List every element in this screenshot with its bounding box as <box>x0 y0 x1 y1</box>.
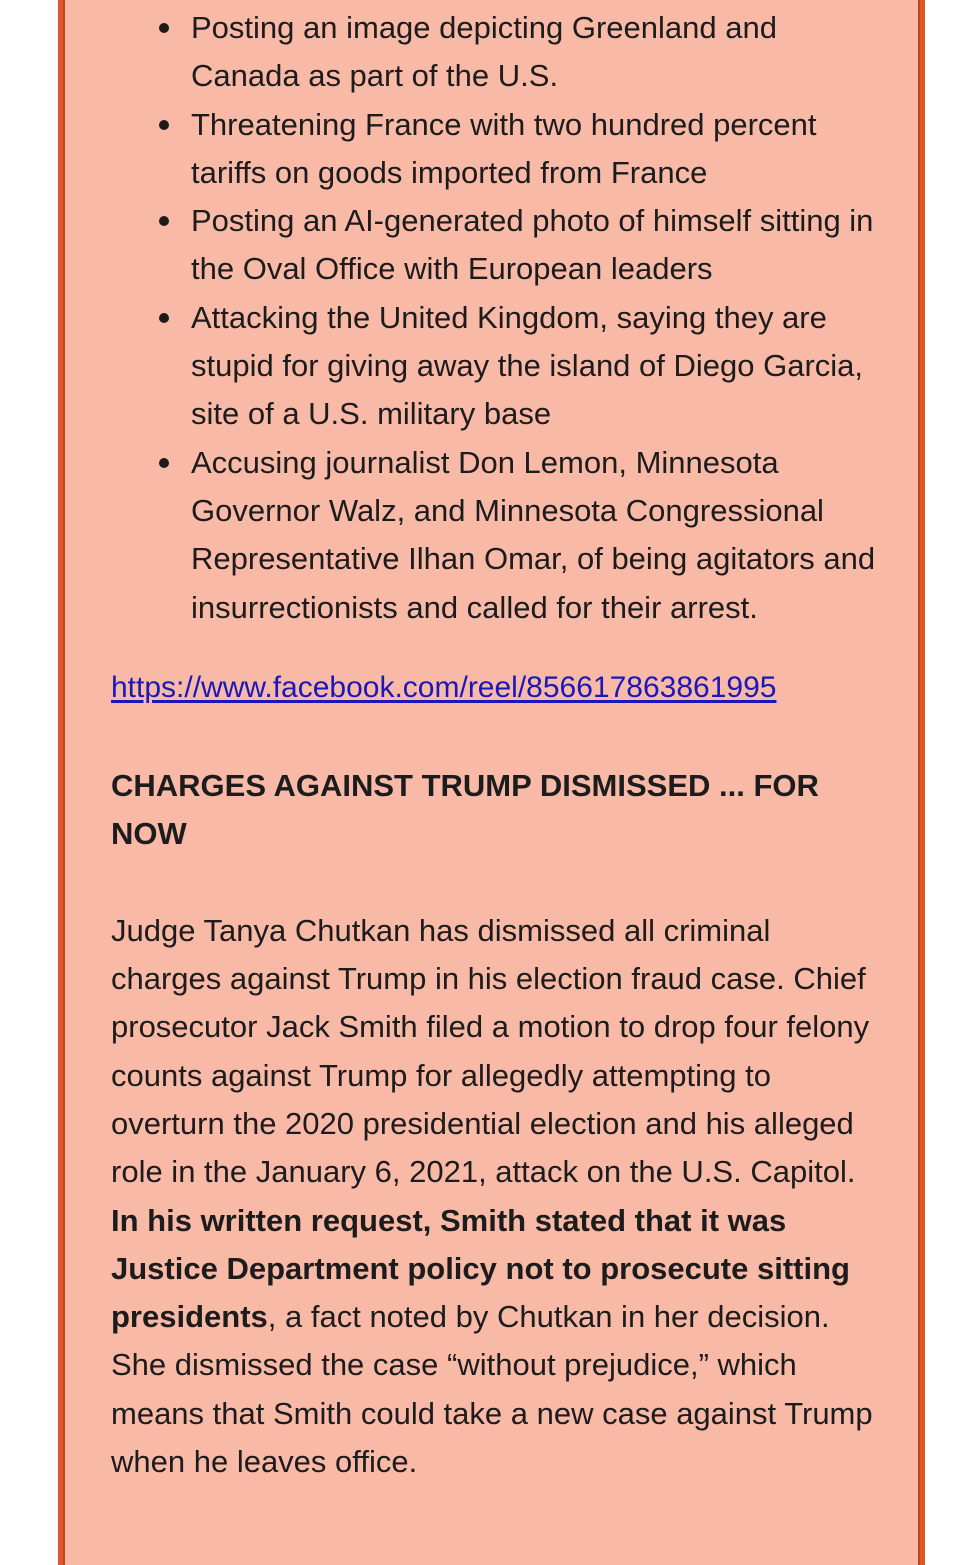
list-item <box>191 197 881 294</box>
list-item-text: Threatening France with two hundred percent tariffs on goods imported from France <box>191 106 817 190</box>
paragraph-text-part2: , a fact noted by Chutkan in her decision. She dismissed the case “without prejudice,” which means that Smith could take a new case against Trump when he leaves office. <box>111 1299 873 1480</box>
bullet-icon <box>159 216 169 226</box>
list-item-text: Accusing journalist Don Lemon, Minnesota Governor Walz, and Minnesota Congressional Representative Ilhan Omar, of being agitators and insurrectionists and called for their arrest. <box>191 444 876 625</box>
list-item <box>191 439 881 632</box>
paragraph-bold-text: In his written request, Smith stated that it was Justice Department policy not to prosecute sitting presidents <box>111 1202 850 1335</box>
list-item <box>191 101 881 198</box>
bullet-icon <box>159 313 169 323</box>
section-paragraph <box>111 907 881 1487</box>
list-item-text: Posting an image depicting Greenland and Canada as part of the U.S. <box>191 10 777 94</box>
list-item <box>191 4 881 101</box>
bullet-icon <box>159 120 169 130</box>
bullet-list <box>111 0 881 632</box>
section-heading: CHARGES AGAINST TRUMP DISMISSED ... FOR NOW <box>111 768 819 852</box>
bullet-icon <box>159 23 169 33</box>
article-content <box>111 0 881 1486</box>
paragraph-text-part1: Judge Tanya Chutkan has dismissed all criminal charges against Trump in his election fraud case. Chief prosecutor Jack Smith filed a motion to drop four felony counts against Trump for allegedly attempting to overturn the 2020 presidential election and his alleged role in the January 6, 2021, attack on the U.S. Capitol. <box>111 912 870 1190</box>
bullet-icon <box>159 458 169 468</box>
list-item <box>191 294 881 439</box>
list-item-text: Posting an AI-generated photo of himself sitting in the Oval Office with European leaders <box>191 203 874 287</box>
facebook-reel-link[interactable]: https://www.facebook.com/reel/856617863861995 <box>111 670 777 704</box>
list-item-text: Attacking the United Kingdom, saying they are stupid for giving away the island of Diego Garcia, site of a U.S. military base <box>191 299 864 432</box>
article-panel <box>58 0 925 1565</box>
